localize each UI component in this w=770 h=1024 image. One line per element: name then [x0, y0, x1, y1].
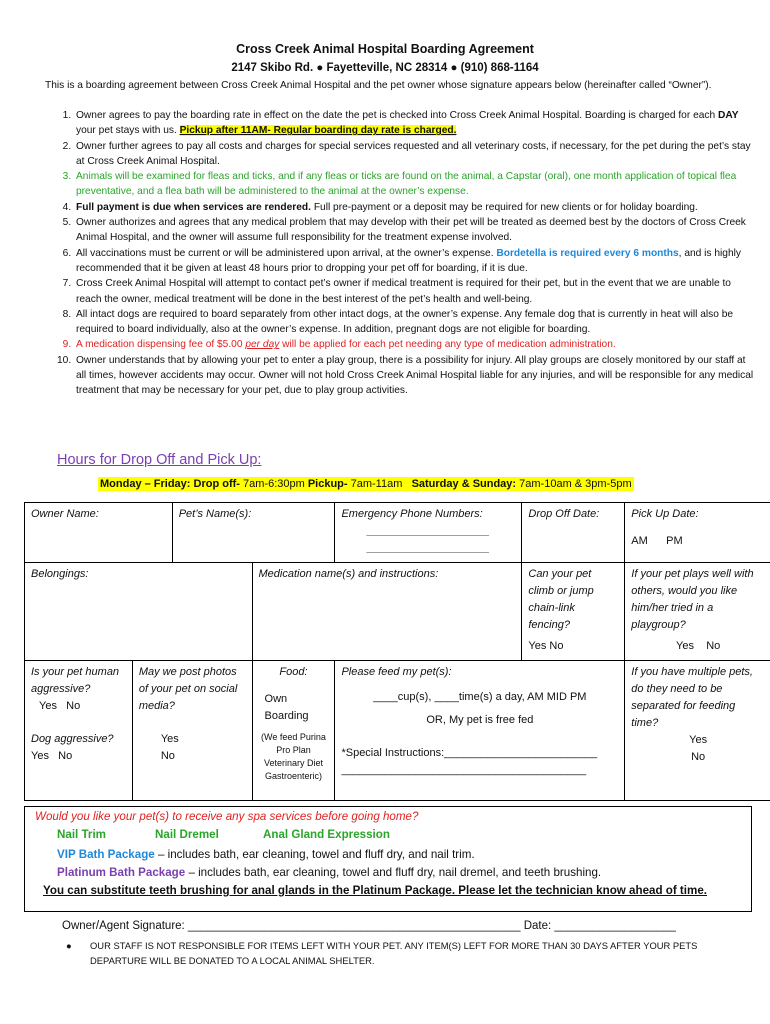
emergency-phone-field[interactable]: Emergency Phone Numbers: ____________________ ____________________ — [335, 503, 522, 563]
platinum-bath-checkbox[interactable]: Platinum Bath Package – includes bath, ear cleaning, towel and fluff dry, nail dremel, and teeth brushing. — [57, 866, 602, 879]
photos-no-checkbox[interactable]: No — [160, 750, 175, 762]
nail-trim-checkbox[interactable]: Nail Trim — [57, 828, 106, 841]
form-grid — [24, 502, 770, 801]
spa-question: Would you like your pet(s) to receive any spa services before going home? — [35, 810, 419, 823]
photos-yes-checkbox[interactable]: Yes — [160, 733, 179, 745]
anal-gland-checkbox[interactable]: Anal Gland Expression — [263, 828, 390, 841]
term-10: 10. Owner understands that by allowing your pet to enter a play group, there is a possibility for injury. All play groups are closely monitored by our staff at all times, however accidents may occur. Owner will not hold Cross Creek Animal Hospital liable for any injuries, and will be responsible for any medical treatment that may be necessary for your pet, due to play group activities. — [74, 353, 754, 399]
food-boarding-checkbox[interactable]: Boarding — [264, 710, 309, 722]
owner-name-field[interactable]: Owner Name: — [25, 503, 173, 563]
special-instructions-field[interactable]: *Special Instructions:_________________________ — [341, 747, 598, 759]
spa-services-box — [24, 806, 752, 912]
climb-question: Can your pet climb or jump chain-link fencing? Yes No — [522, 563, 625, 661]
vip-bath-checkbox[interactable]: VIP Bath Package – includes bath, ear cleaning, towel and fluff dry, and nail trim. — [57, 848, 475, 861]
pick-up-date-field[interactable]: Pick Up Date: AM PM — [625, 503, 770, 563]
bordetella-note: Bordetella is required every 6 months — [496, 247, 679, 259]
aggression-questions: Is your pet human aggressive? Yes No Dog aggressive? Yes No — [25, 661, 133, 801]
term-8: 8. All intact dogs are required to board separately from other intact dogs, at the owner’s expense. Any female dog that is currently in heat will also be required to board individually, also at the owner’s expense. In addition, pregnant dogs are not eligible for boarding. — [74, 307, 754, 338]
term-1: 1. Owner agrees to pay the boarding rate in effect on the date the pet is checked into Cross Creek Animal Hospital. Boarding is charged for each DAY your pet stays with us. Pickup after 11AM- Regular boarding day rate is charged. — [74, 108, 754, 139]
human-aggr-no-checkbox[interactable]: No — [66, 700, 81, 712]
dog-aggr-yes-checkbox[interactable]: Yes — [31, 750, 49, 762]
term-4: 4. Full payment is due when services are rendered. Full pre-payment or a deposit may be required for new clients or for holiday boarding. — [74, 200, 754, 215]
human-aggr-yes-checkbox[interactable]: Yes — [39, 700, 57, 712]
pm-checkbox[interactable]: PM — [663, 535, 683, 547]
intro-paragraph: This is a boarding agreement between Cross Creek Animal Hospital and the pet owner whose signature appears below (hereinafter called “Owner”). — [45, 80, 712, 91]
multiple-yes-checkbox[interactable]: Yes — [689, 734, 708, 746]
food-question: Food: Own Boarding (We feed Purina Pro Plan Veterinary Diet Gastroenteric) — [252, 661, 335, 801]
clinic-address: 2147 Skibo Rd. ● Fayetteville, NC 28314 ● (910) 868-1164 — [231, 62, 539, 74]
hours-bar: Monday – Friday: Drop off- 7am-6:30pm Pickup- 7am-11am Saturday & Sunday: 7am-10am & 3pm-5pm — [100, 478, 632, 490]
pets-name-field[interactable]: Pet’s Name(s): — [172, 503, 335, 563]
climb-yes-checkbox[interactable]: Yes — [528, 640, 547, 652]
drop-off-date-field[interactable]: Drop Off Date: — [522, 503, 625, 563]
playgroup-question: If your pet plays well with others, would you like him/her tried in a playgroup? Yes No — [625, 563, 770, 661]
medication-field[interactable]: Medication name(s) and instructions: — [252, 563, 522, 661]
term-7: 7. Cross Creek Animal Hospital will attempt to contact pet’s owner if medical treatment is required for their pet, but in the event that we are unable to reach the owner, medical treatment will be done in the best interest of the pet’s health and well-being. — [74, 276, 754, 307]
multiple-no-checkbox[interactable]: No — [691, 751, 706, 763]
bullet-icon: ● — [66, 940, 72, 951]
pickup-highlight: Pickup after 11AM- Regular boarding day rate is charged. — [179, 125, 457, 137]
footnote-text: OUR STAFF IS NOT RESPONSIBLE FOR ITEMS LEFT WITH YOUR PET. ANY ITEM(S) LEFT FOR MORE THAN 30 DAYS AFTER YOUR PETS DEPARTURE WILL BE DONATED TO A LOCAL ANIMAL SHELTER. — [90, 940, 698, 966]
climb-no-checkbox[interactable]: No — [549, 640, 564, 652]
dog-aggr-no-checkbox[interactable]: No — [58, 750, 73, 762]
nail-dremel-checkbox[interactable]: Nail Dremel — [155, 828, 219, 841]
playgroup-yes-checkbox[interactable]: Yes — [676, 640, 694, 652]
hours-heading: Hours for Drop Off and Pick Up: — [57, 452, 262, 468]
signature-line[interactable]: Owner/Agent Signature: ____________________________________________________ Date: ___________________ — [62, 920, 676, 932]
substitute-note: You can substitute teeth brushing for anal glands in the Platinum Package. Please let the technician know ahead of time. — [43, 884, 707, 897]
am-checkbox[interactable]: AM — [631, 535, 648, 547]
food-own-checkbox[interactable]: Own — [264, 693, 288, 705]
term-6: 6. All vaccinations must be current or will be administered upon arrival, at the owner’s expense. Bordetella is required every 6 months, and is highly recommended that it be given at least 48 hours prior to dropping your pet off for boarding, if it is due. — [74, 246, 754, 277]
photos-question: May we post photos of your pet on social media? Yes No — [132, 661, 252, 801]
free-fed-checkbox[interactable]: OR, My pet is free fed — [426, 714, 534, 726]
term-5: 5. Owner authorizes and agrees that any medical problem that may develop with their pet will be treated as deemed best by the doctors of Cross Creek Animal Hospital, and the owner will assume full responsibility for the treatment expense involved. — [74, 215, 754, 246]
feeding-instructions: Please feed my pet(s): ____cup(s), ____time(s) a day, AM MID PM OR, My pet is free fed *Special Instructions:_________________________ ________________________________________ — [335, 661, 625, 801]
terms-list — [47, 108, 754, 399]
document-title: Cross Creek Animal Hospital Boarding Agreement — [236, 42, 534, 56]
playgroup-no-checkbox[interactable]: No — [706, 640, 721, 652]
term-3: 3. Animals will be examined for fleas and ticks, and if any fleas or ticks are found on the animal, a Capstar (oral), one month application of topical flea preventative, and a flea bath will be administered to the animal at the owner’s expense. — [74, 169, 754, 200]
term-2: 2. Owner further agrees to pay all costs and charges for special services requested and all veterinary costs, if necessary, for the pet during the pet’s stay at Cross Creek Animal Hospital. — [74, 139, 754, 170]
feeding-amount-field[interactable]: ____cup(s), ____time(s) a day, AM MID PM — [373, 691, 587, 703]
term-9: 9. A medication dispensing fee of $5.00 per day will be applied for each pet needing any type of medication administration. — [74, 337, 754, 352]
belongings-field[interactable]: Belongings: — [25, 563, 253, 661]
multiple-pets-question: If you have multiple pets, do they need to be separated for feeding time? Yes No — [625, 661, 770, 801]
